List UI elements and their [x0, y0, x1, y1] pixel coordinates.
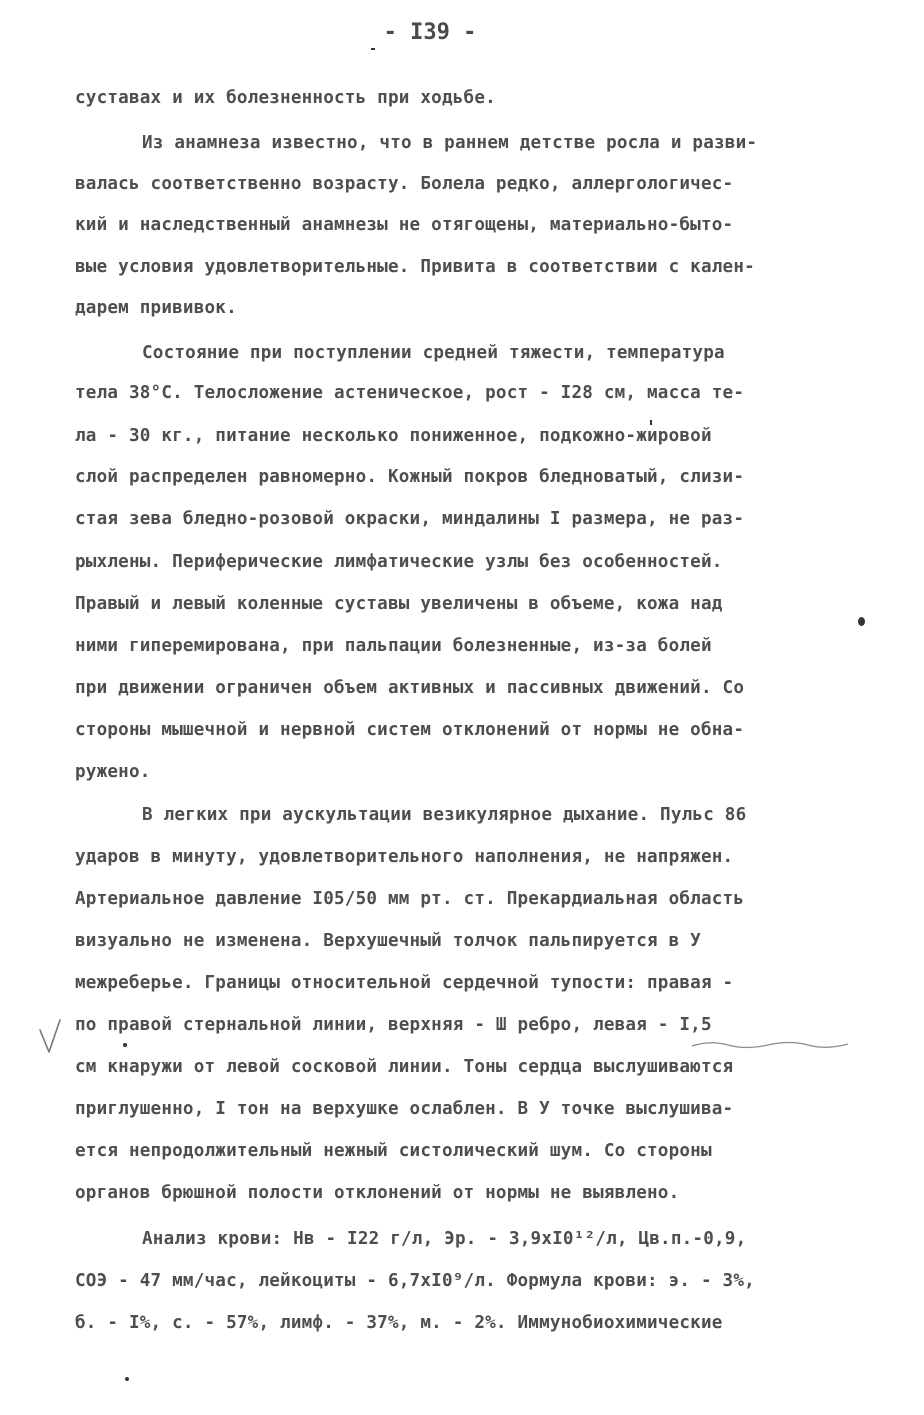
text-line: В легких при аускультации везикулярное дыхание. Пульс 86: [142, 805, 747, 825]
text-line: ударов в минуту, удовлетворительного наполнения, не напряжен.: [75, 847, 734, 867]
text-line: при движении ограничен объем активных и пассивных движений. Со: [75, 678, 745, 698]
text-line: слой распределен равномерно. Кожный покров бледноватый, слизи-: [75, 467, 745, 487]
text-line: вые условия удовлетворительные. Привита в соответствии с кален-: [75, 257, 755, 277]
text-line: суставах и их болезненность при ходьбе.: [75, 88, 496, 108]
text-line: Из анамнеза известно, что в раннем детстве росла и разви-: [142, 133, 758, 153]
ink-dot: [125, 1377, 129, 1381]
handwritten-underline: [690, 1038, 850, 1052]
text-line: по правой стернальной линии, верхняя - Ш ребро, левая - I,5: [75, 1015, 712, 1035]
text-line: Состояние при поступлении средней тяжести, температура: [142, 343, 725, 363]
text-line: органов брюшной полости отклонений от нормы не выявлено.: [75, 1183, 680, 1203]
text-line: дарем прививок.: [75, 298, 237, 318]
text-line: Артериальное давление I05/50 мм рт. ст. Прекардиальная область: [75, 889, 745, 909]
text-line: Правый и левый коленные суставы увеличены в объеме, кожа над: [75, 594, 723, 614]
text-line: тела 38°С. Телосложение астеническое, рост - I28 см, масса те-: [75, 383, 745, 403]
ink-dot: [650, 420, 652, 425]
text-line: б. - I%, с. - 57%, лимф. - 37%, м. - 2%. Иммунобиохимические: [75, 1313, 723, 1333]
handwritten-checkmark: [38, 1018, 62, 1056]
text-line: валась соответственно возрасту. Болела редко, аллергологичес-: [75, 174, 734, 194]
text-line: визуально не изменена. Верхушечный толчок пальпируется в У: [75, 931, 701, 951]
text-line: кий и наследственный анамнезы не отягощены, материально-быто-: [75, 215, 734, 235]
ink-dot: [858, 617, 865, 626]
text-line: рыхлены. Периферические лимфатические узлы без особенностей.: [75, 552, 723, 572]
ink-dot: [123, 1043, 127, 1047]
text-line: межреберье. Границы относительной сердечной тупости: правая -: [75, 973, 734, 993]
page-number: - I39 -: [383, 20, 477, 45]
text-line: Анализ крови: Нв - I22 г/л, Эр. - 3,9xI0¹²/л, Цв.п.-0,9,: [142, 1229, 747, 1249]
text-line: ла - 30 кг., питание несколько пониженное, подкожно-жировой: [75, 426, 712, 446]
text-line: СОЭ - 47 мм/час, лейкоциты - 6,7xI0⁹/л. Формула крови: э. - 3%,: [75, 1271, 755, 1291]
text-line: ется непродолжительный нежный систолический шум. Со стороны: [75, 1141, 712, 1161]
text-line: ружено.: [75, 762, 151, 782]
text-line: стая зева бледно-розовой окраски, миндалины I размера, не раз-: [75, 509, 745, 529]
text-line: стороны мышечной и нервной систем отклонений от нормы не обна-: [75, 720, 745, 740]
text-line: ними гиперемирована, при пальпации болезненные, из-за болей: [75, 636, 712, 656]
text-line: приглушенно, I тон на верхушке ослаблен. В У точке выслушива-: [75, 1099, 734, 1119]
ink-dot: [371, 48, 375, 50]
text-line: см кнаружи от левой сосковой линии. Тоны сердца выслушиваются: [75, 1057, 734, 1077]
